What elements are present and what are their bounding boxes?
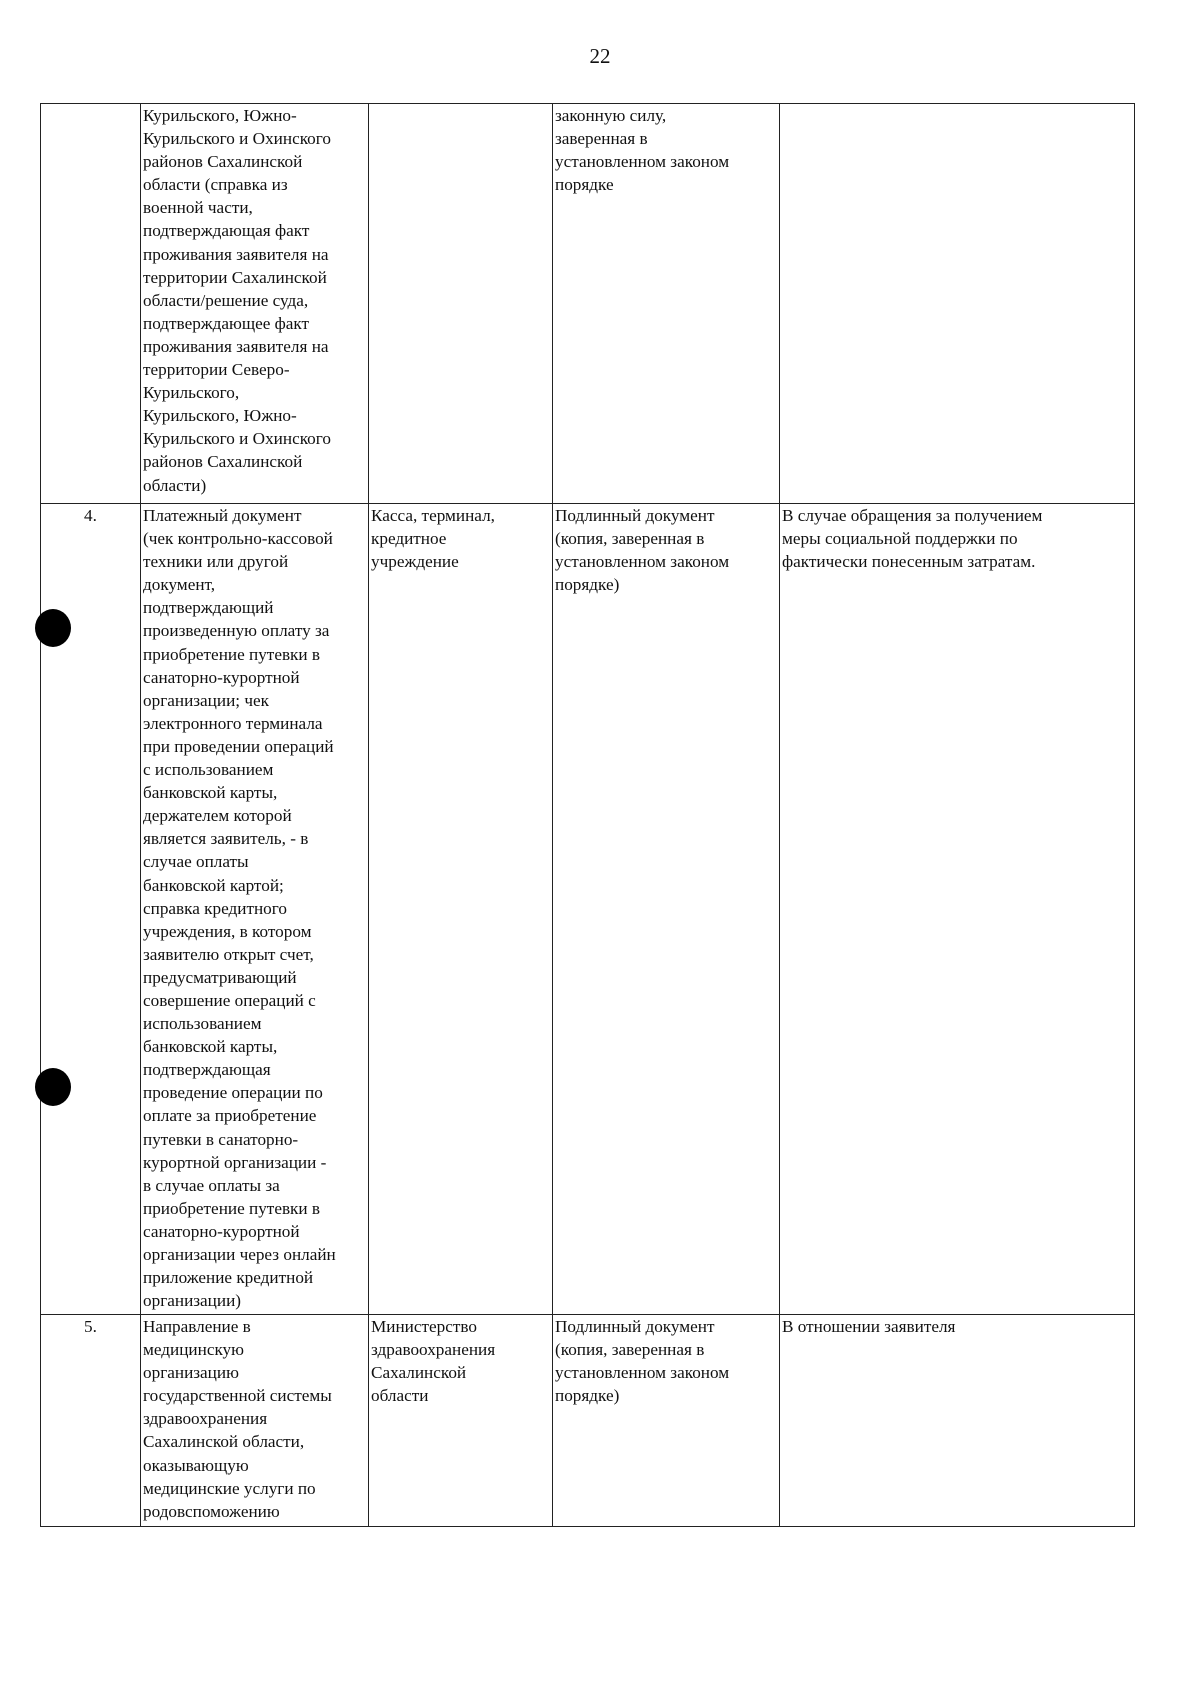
row-number-cell: 4. bbox=[41, 504, 141, 1315]
document-source-cell: Министерство здравоохранения Сахалинской области bbox=[369, 1315, 553, 1527]
note-cell: В случае обращения за получением меры социальной поддержки по фактически понесенным затратам. bbox=[780, 504, 1135, 1315]
table-row bbox=[41, 1315, 1135, 1527]
note-cell: В отношении заявителя bbox=[780, 1315, 1135, 1527]
punch-hole bbox=[35, 1068, 71, 1106]
note-cell bbox=[780, 104, 1135, 504]
document-name-cell: Курильского, Южно- Курильского и Охинского районов Сахалинской области (справка из военной части, подтверждающая факт проживания заявителя на территории Сахалинской области/решение суда, подтверждающее факт проживания заявителя на территории Северо- Курильского, Курильского, Южно- Курильского и Охинского районов Сахалинской области) bbox=[141, 104, 369, 504]
document-source-cell bbox=[369, 104, 553, 504]
document-form-cell: Подлинный документ (копия, заверенная в установленном законом порядке) bbox=[553, 1315, 780, 1527]
document-form-cell: Подлинный документ (копия, заверенная в установленном законом порядке) bbox=[553, 504, 780, 1315]
page-number: 22 bbox=[589, 44, 611, 68]
document-name-cell: Направление в медицинскую организацию государственной системы здравоохранения Сахалинской области, оказывающую медицинские услуги по родовспоможению bbox=[141, 1315, 369, 1527]
row-number-cell: 5. bbox=[41, 1315, 141, 1527]
row-number-cell bbox=[41, 104, 141, 504]
punch-hole bbox=[35, 609, 71, 647]
table-row bbox=[41, 504, 1135, 1315]
documents-table bbox=[40, 103, 1135, 1527]
document-form-cell: законную силу, заверенная в установленном законом порядке bbox=[553, 104, 780, 504]
table-row bbox=[41, 104, 1135, 504]
document-source-cell: Касса, терминал, кредитное учреждение bbox=[369, 504, 553, 1315]
document-name-cell: Платежный документ (чек контрольно-кассовой техники или другой документ, подтверждающий произведенную оплату за приобретение путевки в санаторно-курортной организации; чек электронного терминала при проведении операций с использованием банковской карты, держателем которой является заявитель, - в случае оплаты банковской картой; справка кредитного учреждения, в котором заявителю открыт счет, предусматривающий совершение операций с использованием банковской карты, подтверждающая проведение операции по оплате за приобретение путевки в санаторно- курортной организации - в случае оплаты за приобретение путевки в санаторно-курортной организации через онлайн приложение кредитной организации) bbox=[141, 504, 369, 1315]
